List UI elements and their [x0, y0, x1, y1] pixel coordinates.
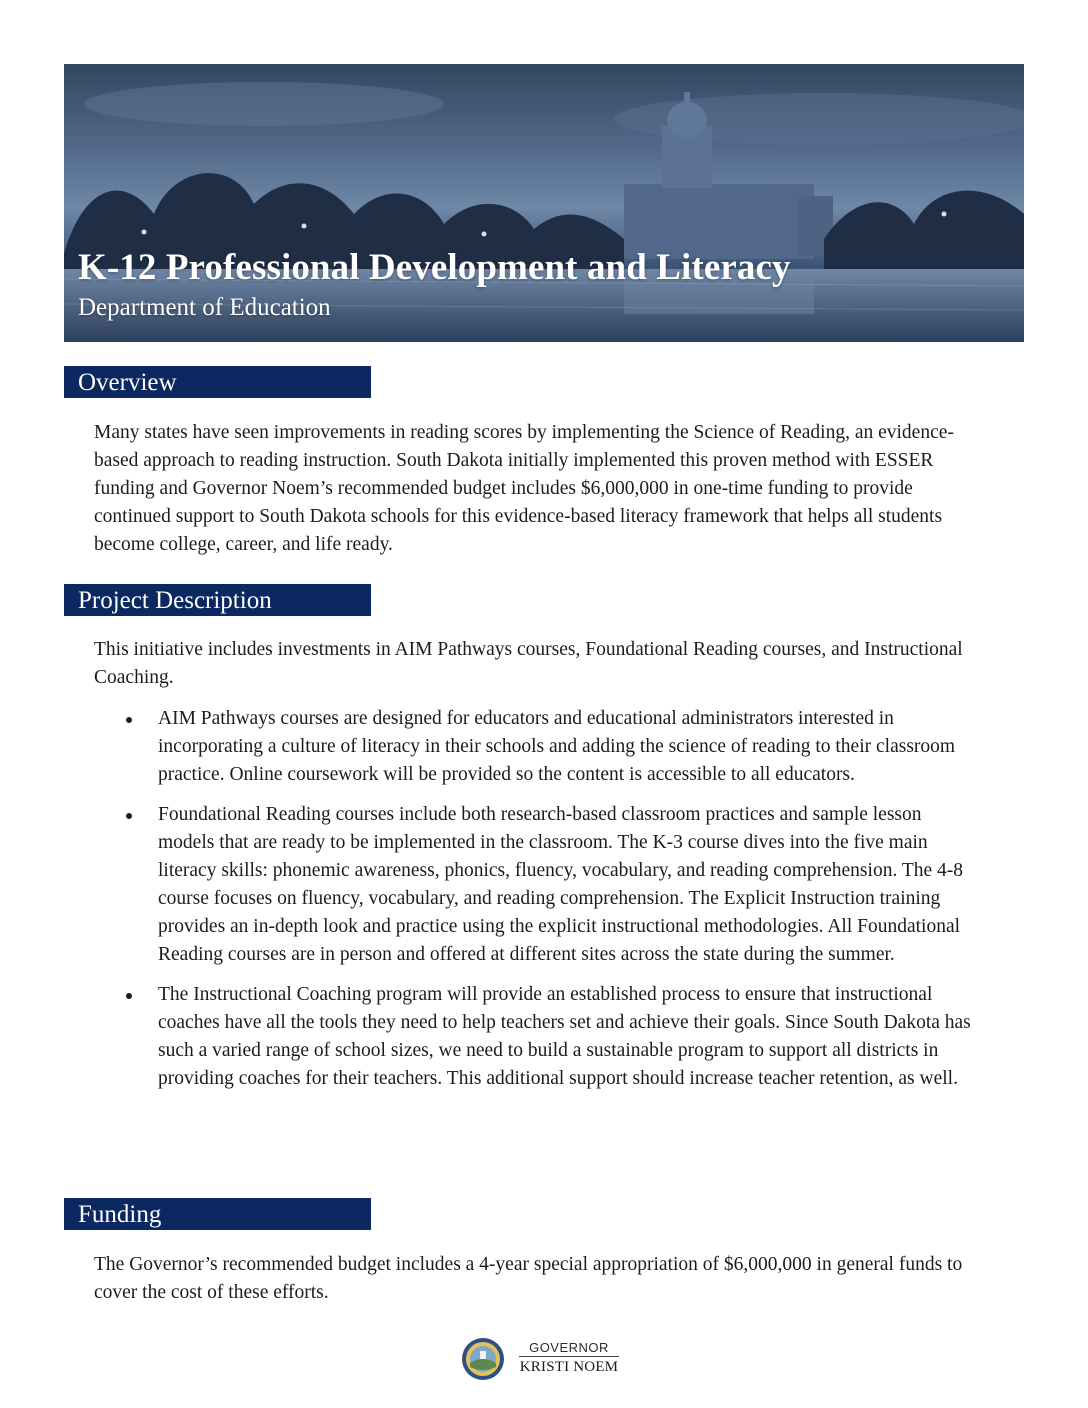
- bullet-text: The Instructional Coaching program will provide an established process to ensure that instructional coaches have all the tools they need to help teachers set and achieve their goals. Since South Dakota has such a varied range of school sizes, we need to build a sustainable program to support all districts in providing coaches for their teachers. This additional support should increase teacher retention, as well.: [158, 984, 971, 1089]
- state-seal-icon: [461, 1337, 505, 1381]
- overview-heading: Overview: [64, 366, 371, 398]
- list-item: [94, 981, 974, 1093]
- funding-paragraph: The Governor’s recommended budget includes a 4-year special appropriation of $6,000,000 in general funds to cover the cost of these efforts.: [94, 1254, 963, 1303]
- governor-logo: [461, 1337, 631, 1381]
- bullet-text: Foundational Reading courses include both research-based classroom practices and sample lesson models that are ready to be implemented in the classroom. The K-3 course dives into the five main literacy skills: phonemic awareness, phonics, fluency, vocabulary, and reading comprehension. The 4-8 course focuses on fluency, vocabulary, and reading comprehension. The Explicit Instruction training provides an in-depth look and practice using the explicit instructional methodologies. All Foundational Reading courses are in person and offered at different sites across the state during the summer.: [158, 804, 964, 965]
- page-title: K-12 Professional Development and Literacy: [78, 247, 791, 288]
- project-bullet-list: [94, 705, 974, 1105]
- header-banner: [64, 64, 1024, 342]
- department-subtitle: Department of Education: [78, 294, 331, 321]
- bullet-dot-icon: [126, 717, 132, 723]
- governor-name: KRISTI NOEM: [519, 1359, 619, 1375]
- project-description-intro: This initiative includes investments in AIM Pathways courses, Foundational Reading courses, and Instructional Coaching.: [94, 639, 963, 688]
- bullet-dot-icon: [126, 813, 132, 819]
- project-description-heading: Project Description: [64, 584, 371, 616]
- overview-paragraph: Many states have seen improvements in reading scores by implementing the Science of Reading, an evidence-based approach to reading instruction. South Dakota initially implemented this proven method with ESSER funding and Governor Noem’s recommended budget includes $6,000,000 in one-time funding to provide continued support to South Dakota schools for this evidence-based literacy framework that helps all students become college, career, and life ready.: [94, 422, 954, 555]
- bullet-text: AIM Pathways courses are designed for educators and educational administrators interested in incorporating a culture of literacy in their schools and adding the science of reading to their classroom practice. Online coursework will be provided so the content is accessible to all educators.: [158, 708, 956, 785]
- bullet-dot-icon: [126, 993, 132, 999]
- governor-label: GOVERNOR: [519, 1340, 619, 1357]
- funding-heading: Funding: [64, 1198, 371, 1230]
- list-item: [94, 801, 974, 969]
- list-item: [94, 705, 974, 789]
